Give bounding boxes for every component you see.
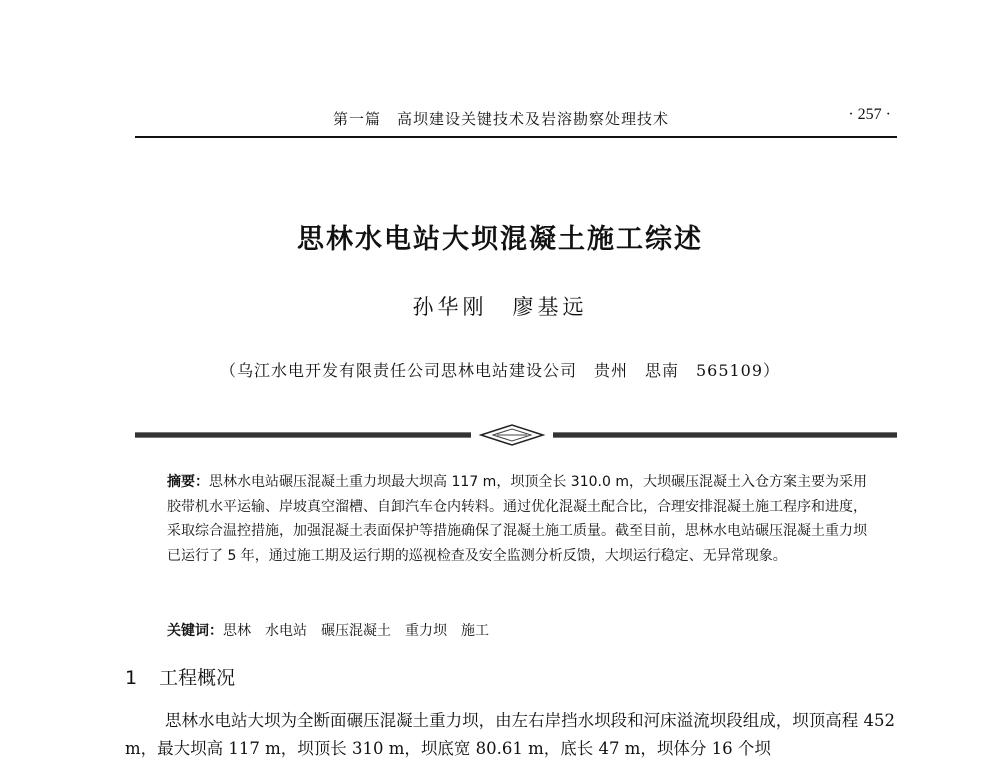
- abstract: [167, 470, 867, 568]
- keywords-label: 关键词：: [167, 623, 223, 639]
- keyword: 水电站: [265, 623, 307, 639]
- header-rule: [135, 136, 897, 138]
- section-heading: [125, 663, 235, 690]
- article-authors: 孙华刚 廖基远: [412, 295, 588, 319]
- keyword: 思林: [223, 623, 251, 639]
- article-title: 思林水电站大坝混凝土施工综述: [297, 224, 703, 255]
- keyword: 重力坝: [405, 623, 447, 639]
- keyword: 碾压混凝土: [321, 623, 391, 639]
- ornament-right-bar: [553, 433, 897, 437]
- section-title: 工程概况: [159, 667, 236, 689]
- abstract-label: 摘要：: [167, 474, 210, 490]
- ornament-divider: [135, 424, 897, 446]
- section-number: 1: [125, 667, 138, 689]
- page-number: · 257 ·: [848, 106, 891, 123]
- article-affiliation: （乌江水电开发有限责任公司思林电站建设公司 贵州 思南 565109）: [219, 361, 781, 380]
- running-head-text: 第一篇 高坝建设关键技术及岩溶勘察处理技术: [333, 110, 670, 128]
- ornament-left-bar: [135, 433, 471, 437]
- keyword: 施工: [461, 623, 489, 639]
- running-head: [135, 103, 897, 135]
- keywords: [167, 620, 867, 640]
- body-paragraph: 思林水电站大坝为全断面碾压混凝土重力坝，由左右岸挡水坝段和河床溢流坝段组成，坝顶高程 452 m，最大坝高 117 m，坝顶长 310 m，坝底宽 80.61 m，底长 47 m，坝体分 16 个坝: [125, 711, 895, 758]
- ornament-diamond-icon: [481, 425, 543, 445]
- abstract-text: 思林水电站碾压混凝土重力坝最大坝高 117 m，坝顶全长 310.0 m，大坝碾压混凝土入仓方案主要为采用胶带机水平运输、岸坡真空溜槽、自卸汽车仓内转料。通过优化混凝土配合比，合理安排混凝土施工程序和进度，采取综合温控措施，加强混凝土表面保护等措施确保了混凝土施工质量。截至目前，思林水电站碾压混凝土重力坝已运行了 5 年，通过施工期及运行期的巡视检查及安全监测分析反馈，大坝运行稳定、无异常现象。: [167, 474, 868, 564]
